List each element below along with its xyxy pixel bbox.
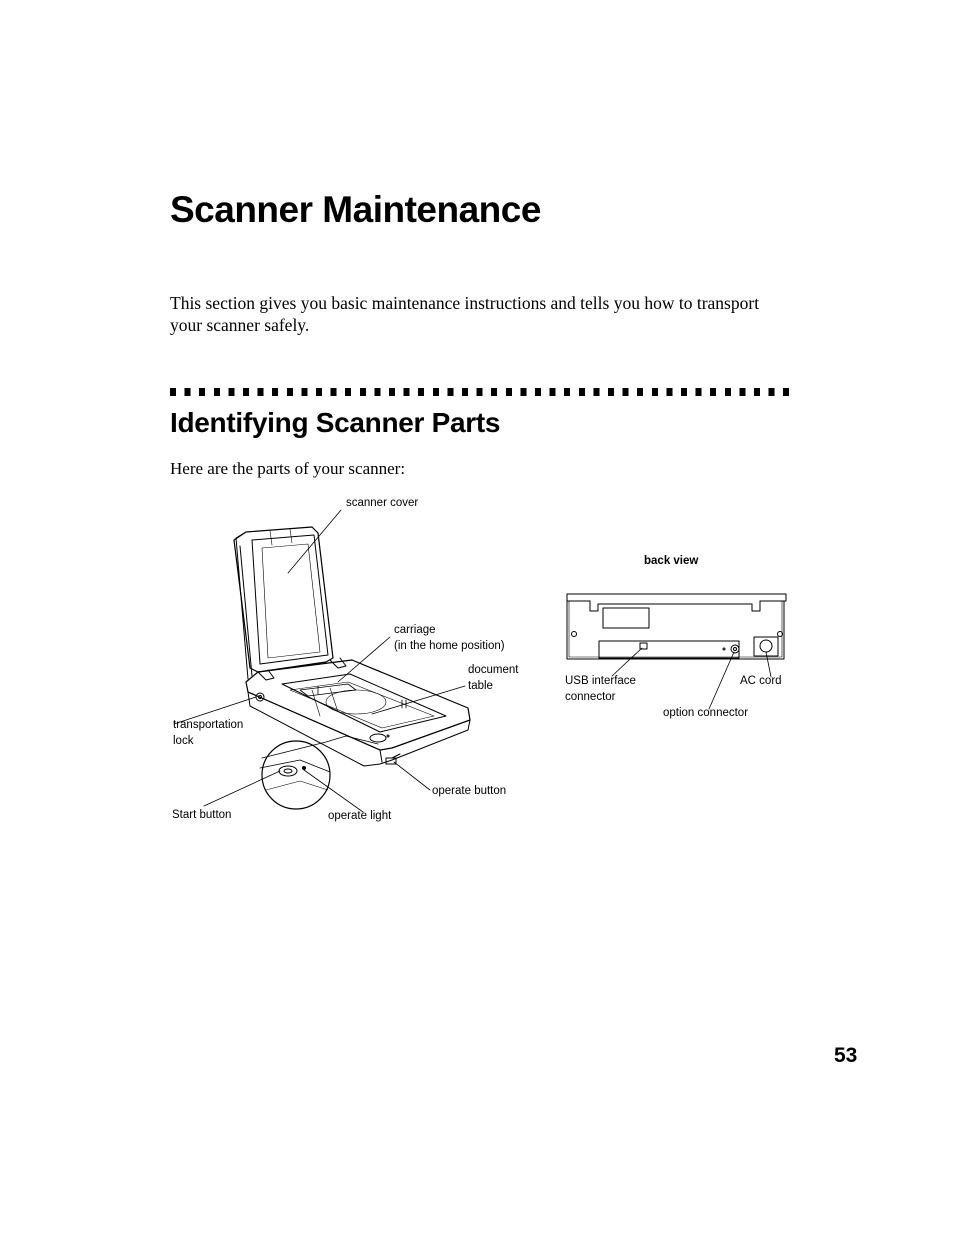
label-document-table [468, 663, 519, 694]
label-operate-button: operate button [432, 785, 507, 797]
label-carriage-line-1: carriage [394, 624, 436, 636]
label-document-line-2: table [468, 679, 493, 692]
intro-line-1: This section gives you basic maintenance instructions and tells you how to transport [170, 293, 760, 313]
label-transportation-line-2: lock [173, 734, 194, 747]
label-usb-interface-connector [565, 674, 636, 705]
section-title: Identifying Scanner Parts [170, 407, 501, 438]
label-carriage-line-2: (in the home position) [394, 639, 505, 652]
label-start-button: Start button [172, 809, 232, 821]
label-carriage [394, 623, 505, 654]
label-ac-cord: AC cord [740, 675, 782, 687]
label-usb-line-1: USB interface [565, 675, 636, 687]
chapter-title: Scanner Maintenance [170, 189, 541, 230]
label-usb-line-2: connector [565, 690, 616, 703]
intro-line-2: your scanner safely. [170, 315, 310, 335]
page-number: 53 [834, 1044, 858, 1067]
label-transportation-line-1: transportation [173, 719, 244, 731]
scanner-front-view [174, 510, 470, 812]
label-operate-light: operate light [328, 810, 392, 822]
label-document-line-1: document [468, 664, 519, 676]
label-scanner-cover: scanner cover [346, 497, 419, 509]
lead-text: Here are the parts of your scanner: [170, 459, 406, 478]
label-option-connector: option connector [663, 707, 749, 719]
label-transportation-lock [173, 718, 243, 749]
label-back-view: back view [644, 555, 699, 567]
